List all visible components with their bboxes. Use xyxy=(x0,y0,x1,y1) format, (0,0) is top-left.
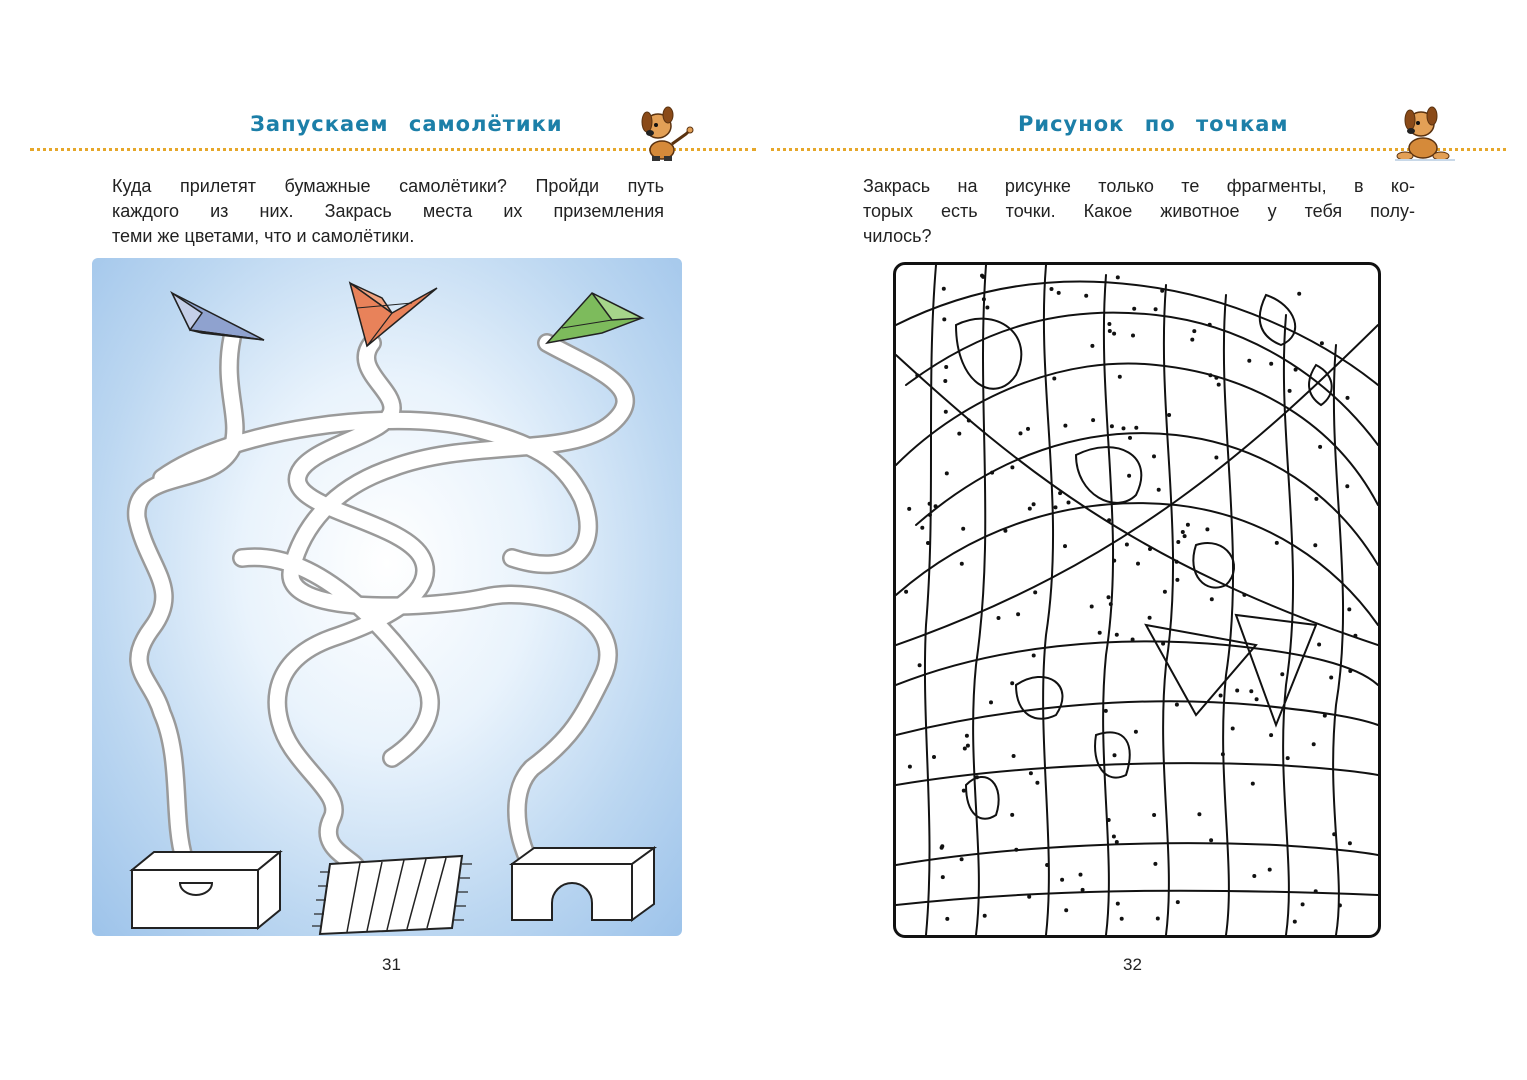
coloring-dot xyxy=(920,526,924,530)
coloring-dot xyxy=(1235,689,1239,693)
coloring-dot xyxy=(1312,742,1316,746)
coloring-dot xyxy=(1012,754,1016,758)
coloring-dot xyxy=(1181,530,1185,534)
coloring-dot xyxy=(1294,368,1298,372)
coloring-dot xyxy=(1247,359,1251,363)
coloring-dot xyxy=(957,432,961,436)
coloring-dot xyxy=(1091,418,1095,422)
coloring-dot xyxy=(1154,307,1158,311)
maze-illustration xyxy=(92,258,682,936)
coloring-dot xyxy=(1347,607,1351,611)
coloring-dot xyxy=(1176,540,1180,544)
coloring-dot xyxy=(1332,832,1336,836)
coloring-dot xyxy=(1116,902,1120,906)
coloring-dot xyxy=(960,562,964,566)
coloring-dot xyxy=(1107,818,1111,822)
coloring-dot xyxy=(962,789,966,793)
coloring-dot xyxy=(1116,275,1120,279)
coloring-dot xyxy=(926,541,930,545)
coloring-dot xyxy=(1210,597,1214,601)
coloring-dot xyxy=(985,306,989,310)
coloring-dot xyxy=(1348,841,1352,845)
instruction-text xyxy=(863,174,1415,249)
coloring-dot xyxy=(1288,389,1292,393)
coloring-dot xyxy=(1318,445,1322,449)
coloring-dot xyxy=(1028,507,1032,511)
dog-mascot-icon xyxy=(632,100,696,162)
coloring-dot xyxy=(942,317,946,321)
coloring-dot xyxy=(1029,771,1033,775)
coloring-dot xyxy=(967,419,971,423)
coloring-dot xyxy=(982,297,986,301)
coloring-dot xyxy=(1118,375,1122,379)
coloring-dot xyxy=(1192,329,1196,333)
mat-icon xyxy=(312,856,472,934)
coloring-dot xyxy=(1214,376,1218,380)
coloring-dot xyxy=(1098,631,1102,635)
coloring-dot xyxy=(1320,341,1324,345)
coloring-dot xyxy=(1113,753,1117,757)
coloring-dot xyxy=(1050,287,1054,291)
page-number: 31 xyxy=(382,955,401,974)
coloring-dot xyxy=(1255,697,1259,701)
coloring-dot xyxy=(1035,781,1039,785)
coloring-dot xyxy=(966,744,970,748)
coloring-dot xyxy=(1161,642,1165,646)
coloring-dot xyxy=(934,504,938,508)
coloring-dot xyxy=(1079,873,1083,877)
coloring-dot xyxy=(1345,484,1349,488)
coloring-dot xyxy=(1338,903,1342,907)
coloring-dot xyxy=(1214,456,1218,460)
coloring-dot xyxy=(1286,756,1290,760)
coloring-dot xyxy=(1175,578,1179,582)
coloring-dot xyxy=(1052,377,1056,381)
coloring-dot xyxy=(1032,502,1036,506)
page-title: Рисунок по точкам xyxy=(1018,112,1289,136)
coloring-dot xyxy=(1132,307,1136,311)
coloring-dot xyxy=(1293,920,1297,924)
coloring-dot xyxy=(943,379,947,383)
coloring-dot xyxy=(1107,595,1111,599)
coloring-dot xyxy=(1221,752,1225,756)
instruction-text xyxy=(112,174,664,249)
coloring-dot xyxy=(1197,812,1201,816)
coloring-dot xyxy=(1131,334,1135,338)
box-icon xyxy=(132,852,280,928)
coloring-dot xyxy=(944,410,948,414)
paper-plane-green-icon xyxy=(547,293,642,343)
coloring-dot xyxy=(1269,362,1273,366)
coloring-dot xyxy=(1268,868,1272,872)
coloring-dot xyxy=(1010,813,1014,817)
coloring-dot xyxy=(965,734,969,738)
coloring-dot xyxy=(997,616,1001,620)
dog-mascot-icon xyxy=(1391,98,1457,162)
coloring-dot xyxy=(907,507,911,511)
coloring-dot xyxy=(1175,703,1179,707)
coloring-dot xyxy=(928,502,932,506)
page-left xyxy=(0,0,763,1080)
coloring-dot xyxy=(1252,874,1256,878)
coloring-dot xyxy=(1167,413,1171,417)
coloring-dot xyxy=(1125,543,1129,547)
coloring-dot xyxy=(1219,694,1223,698)
coloring-dot xyxy=(1032,654,1036,658)
coloring-dot xyxy=(915,373,919,377)
coloring-dot xyxy=(1010,465,1014,469)
arch-block-icon xyxy=(512,848,654,920)
coloring-dot xyxy=(1314,889,1318,893)
coloring-dot xyxy=(1108,329,1112,333)
coloring-dot xyxy=(1090,605,1094,609)
coloring-dot xyxy=(1120,917,1124,921)
coloring-dot xyxy=(1063,424,1067,428)
coloring-dot xyxy=(1128,436,1132,440)
coloring-dot xyxy=(918,663,922,667)
coloring-dot xyxy=(1317,643,1321,647)
coloring-dot xyxy=(961,527,965,531)
coloring-dot xyxy=(1063,544,1067,548)
coloring-dot xyxy=(1186,523,1190,527)
coloring-dot xyxy=(1148,547,1152,551)
coloring-dot xyxy=(1329,676,1333,680)
coloring-dot xyxy=(1122,426,1126,430)
instruction-line: теми же цветами, что и самолётики. xyxy=(112,226,415,246)
coloring-dot xyxy=(1249,689,1253,693)
coloring-dot xyxy=(963,747,967,751)
coloring-dot xyxy=(1160,289,1164,293)
coloring-dot xyxy=(1231,727,1235,731)
coloring-dot xyxy=(1057,291,1061,295)
instruction-line: Закрась на рисунке только те фрагменты, в ко- xyxy=(863,176,1415,196)
coloring-dot xyxy=(990,471,994,475)
coloring-dot xyxy=(1348,669,1352,673)
coloring-dot xyxy=(1081,888,1085,892)
coloring-dot xyxy=(960,857,964,861)
coloring-dot xyxy=(1058,491,1062,495)
coloring-dot xyxy=(1107,518,1111,522)
coloring-dot xyxy=(1148,616,1152,620)
coloring-dot xyxy=(1104,709,1108,713)
coloring-dot xyxy=(1301,902,1305,906)
maze-panel xyxy=(92,258,682,936)
coloring-dot xyxy=(1136,562,1140,566)
coloring-dot xyxy=(1019,431,1023,435)
coloring-dot xyxy=(1026,427,1030,431)
coloring-dot xyxy=(1183,534,1187,538)
coloring-dot xyxy=(904,590,908,594)
coloring-dot xyxy=(981,275,985,279)
coloring-dot xyxy=(1003,529,1007,533)
coloring-dot xyxy=(1115,633,1119,637)
coloring-dot xyxy=(1217,383,1221,387)
coloring-dot xyxy=(1090,344,1094,348)
dot-coloring-picture xyxy=(893,262,1381,938)
coloring-dot xyxy=(975,775,979,779)
coloring-dot xyxy=(1112,332,1116,336)
coloring-dot xyxy=(1205,527,1209,531)
coloring-dot xyxy=(1115,840,1119,844)
instruction-line: Куда прилетят бумажные самолётики? Пройди путь xyxy=(112,176,664,196)
coloring-dot xyxy=(1109,602,1113,606)
coloring-dot xyxy=(1242,593,1246,597)
coloring-dot xyxy=(940,846,944,850)
coloring-dot xyxy=(1269,733,1273,737)
coloring-dot xyxy=(1016,612,1020,616)
coloring-dot xyxy=(908,765,912,769)
instruction-line: каждого из них. Закрась места их приземления xyxy=(112,201,664,221)
coloring-dot xyxy=(1107,322,1111,326)
coloring-dot xyxy=(942,287,946,291)
coloring-dot xyxy=(1054,505,1058,509)
coloring-dot xyxy=(1131,638,1135,642)
paper-plane-blue-icon xyxy=(172,293,264,340)
coloring-dot xyxy=(1176,900,1180,904)
coloring-dot xyxy=(1010,681,1014,685)
coloring-dot xyxy=(1134,426,1138,430)
coloring-dot xyxy=(983,914,987,918)
coloring-dot xyxy=(1045,863,1049,867)
coloring-dot xyxy=(1152,454,1156,458)
coloring-dot xyxy=(1033,590,1037,594)
coloring-dot xyxy=(944,365,948,369)
coloring-dot xyxy=(1208,373,1212,377)
paper-plane-orange-icon xyxy=(350,283,437,346)
coloring-dot xyxy=(932,755,936,759)
coloring-dot xyxy=(1060,878,1064,882)
coloring-dot xyxy=(1067,501,1071,505)
coloring-lines xyxy=(896,265,1378,935)
coloring-dot xyxy=(1152,813,1156,817)
coloring-dot xyxy=(1112,559,1116,563)
coloring-dot xyxy=(1157,488,1161,492)
coloring-dot xyxy=(1175,560,1179,564)
coloring-dot xyxy=(1064,908,1068,912)
coloring-dot xyxy=(1190,338,1194,342)
coloring-dot xyxy=(1275,541,1279,545)
coloring-dot xyxy=(945,471,949,475)
instruction-line: торых есть точки. Какое животное у тебя полу- xyxy=(863,201,1415,221)
coloring-dot xyxy=(1280,672,1284,676)
coloring-dot xyxy=(1323,714,1327,718)
coloring-dot xyxy=(1313,543,1317,547)
page-right xyxy=(763,0,1527,1080)
coloring-dot xyxy=(941,875,945,879)
coloring-dot xyxy=(1134,730,1138,734)
coloring-dot xyxy=(1112,835,1116,839)
coloring-dot xyxy=(989,700,993,704)
coloring-dot xyxy=(1297,292,1301,296)
page-number: 32 xyxy=(1123,955,1142,974)
coloring-dot xyxy=(1346,396,1350,400)
coloring-dot xyxy=(1014,848,1018,852)
coloring-dot xyxy=(1156,917,1160,921)
coloring-dot xyxy=(1208,323,1212,327)
coloring-dot xyxy=(1153,862,1157,866)
coloring-dot xyxy=(1251,782,1255,786)
coloring-dot xyxy=(1163,590,1167,594)
coloring-dot xyxy=(1027,895,1031,899)
instruction-line: чилось? xyxy=(863,226,932,246)
coloring-dot xyxy=(945,917,949,921)
coloring-dot xyxy=(1110,424,1114,428)
coloring-dot xyxy=(1209,838,1213,842)
page-title: Запускаем самолётики xyxy=(250,112,563,136)
coloring-dot xyxy=(1314,497,1318,501)
coloring-dot xyxy=(928,513,932,517)
coloring-dot xyxy=(1353,634,1357,638)
coloring-dot xyxy=(1127,474,1131,478)
coloring-dot xyxy=(1084,294,1088,298)
